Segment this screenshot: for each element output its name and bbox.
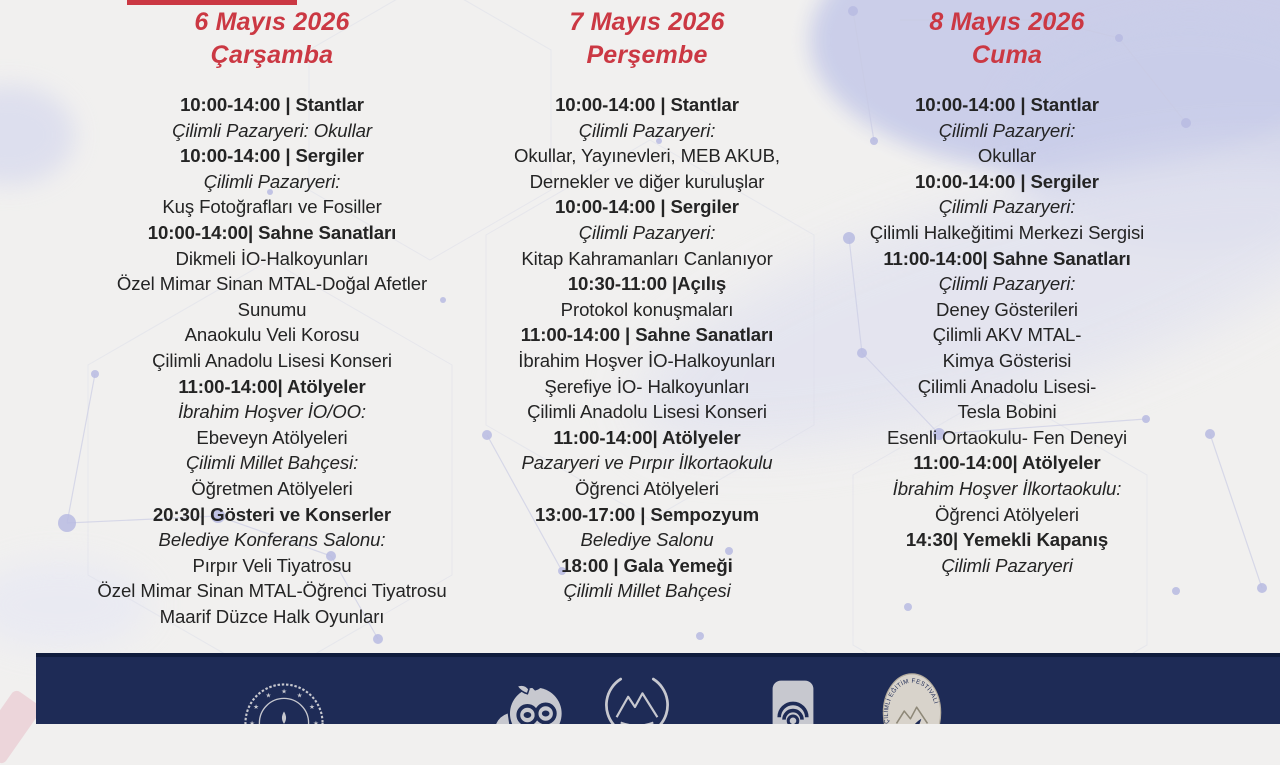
schedule-line: Özel Mimar Sinan MTAL-Öğrenci Tiyatrosu [97,580,447,602]
schedule-line: Çilimli Pazaryeri [941,554,1073,576]
schedule-list [62,92,482,629]
schedule-line: Çilimli Pazaryeri: [203,170,341,192]
schedule-line: 11:00-14:00| Atölyeler [178,375,366,397]
schedule-line: Çilimli Halkeğitimi Merkezi Sergisi [869,221,1145,243]
schedule-line: 10:30-11:00 |Açılış [567,273,727,295]
day-column-wednesday [62,6,482,629]
schedule-line: Çilimli Pazaryeri: [578,221,716,243]
svg-text:★: ★ [296,691,303,700]
schedule-line: 10:00-14:00 | Stantlar [915,94,1099,115]
schedule-list [474,92,820,604]
schedule-line: Çilimli Pazaryeri: [938,119,1076,141]
schedule-line: 10:00-14:00 | Sergiler [555,196,739,218]
schedule-line: 14:30| Yemekli Kapanış [905,529,1109,551]
schedule-line: İbrahim Hoşver İlkortaokulu: [892,477,1122,499]
meb-ministry-emblem-icon: ★★★ ★★★ ★★★ ★★★ [243,682,325,724]
svg-text:★: ★ [253,703,260,712]
schedule-line: Çilimli Anadolu Lisesi Konseri [527,401,767,423]
schedule-line: Kuş Fotoğrafları ve Fosiller [162,196,382,218]
column-header [62,6,482,72]
schedule-line: Çilimli Pazaryeri: [938,273,1076,295]
schedule-line: 20:30| Gösteri ve Konserler [152,503,392,525]
svg-text:★: ★ [281,687,287,696]
schedule-line: 11:00-14:00 | Sahne Sanatları [520,324,774,346]
schedule-line: Ebeveyn Atölyeleri [196,426,348,448]
schedule-line: Özel Mimar Sinan MTAL-Doğal Afetler [116,273,428,295]
schedule-line: Dernekler ve diğer kuruluşlar [529,170,765,192]
svg-text:★: ★ [313,719,319,728]
column-header [474,6,820,72]
svg-text:★: ★ [265,691,272,700]
schedule-line: Çilimli AKV MTAL- [932,324,1082,346]
day-column-friday [840,6,1174,578]
schedule-line: Esenli Ortaokulu- Fen Deneyi [886,426,1128,448]
schedule-line: 11:00-14:00| Sahne Sanatları [883,247,1131,269]
schedule-line: Öğrenci Atölyeleri [935,503,1079,525]
schedule-line: Belediye Konferans Salonu: [158,529,386,551]
column-date: 6 Mayıs 2026 [194,8,350,36]
day-column-thursday [474,6,820,604]
schedule-line: 10:00-14:00 | Sergiler [915,170,1099,192]
schedule-line: Çilimli Anadolu Lisesi Konseri [152,349,392,371]
schedule-line: Tesla Bobini [957,401,1057,423]
footer-logo-bar [36,653,1280,759]
schedule-line: Protokol konuşmaları [560,298,734,320]
svg-text:★: ★ [249,719,255,728]
schedule-line: Çilimli Millet Bahçesi: [185,452,359,474]
column-day: Cuma [971,41,1043,69]
schedule-line: Belediye Salonu [580,529,714,551]
schedule-line: Anaokulu Veli Korosu [184,324,360,346]
column-date: 8 Mayıs 2026 [929,8,1085,36]
schedule-line: Maarif Düzce Halk Oyunları [159,605,385,627]
schedule-line: Pazaryeri ve Pırpır İlkortaokulu [521,452,773,474]
schedule-line: Çilimli Pazaryeri: Okullar [172,119,372,141]
schedule-line: 10:00-14:00 | Stantlar [555,94,739,115]
schedule-line: Kimya Gösterisi [942,349,1072,371]
top-red-strip-decoration [127,0,297,5]
schedule-line: Okullar, Yayınevleri, MEB AKUB, [514,145,780,167]
schedule-line: Öğretmen Atölyeleri [191,477,353,499]
concentric-arcs-icon [772,677,814,724]
schedule-line: 13:00-17:00 | Sempozyum [534,503,760,525]
schedule-line: 10:00-14:00 | Stantlar [180,94,364,115]
owl-mascot-icon [494,677,570,724]
mountains-crescent-icon [603,672,671,724]
schedule-line: Çilimli Pazaryeri: [938,196,1076,218]
badge-label: ÇİLİMLİ EĞİTİM FESTİVALİ [882,677,940,725]
schedule-line: 11:00-14:00| Atölyeler [553,426,741,448]
schedule-line: Dikmeli İO-Halkoyunları [175,247,369,269]
svg-text:★: ★ [308,703,315,712]
schedule-line: Şerefiye İO- Halkoyunları [544,375,750,397]
schedule-line: Çilimli Pazaryeri: [578,119,716,141]
column-date: 7 Mayıs 2026 [569,8,725,36]
schedule-list [840,92,1174,578]
schedule-line: Okullar [977,145,1037,167]
cilimli-egitim-festivali-badge-icon [881,671,943,724]
schedule-line: Pırpır Veli Tiyatrosu [192,554,352,576]
schedule-line: 10:00-14:00 | Sergiler [180,145,364,167]
schedule-line: İbrahim Hoşver İO-Halkoyunları [518,349,776,371]
column-day: Perşembe [586,41,708,69]
schedule-line: Çilimli Anadolu Lisesi- [917,375,1097,397]
schedule-line: Öğrenci Atölyeleri [575,477,719,499]
column-header [840,6,1174,72]
schedule-line: Sunumu [237,298,307,320]
schedule-line: 11:00-14:00| Atölyeler [913,452,1101,474]
column-day: Çarşamba [210,41,334,69]
schedule-line: İbrahim Hoşver İO/OO: [177,401,366,423]
schedule-line: Deney Gösterileri [936,298,1078,320]
schedule-line: Kitap Kahramanları Canlanıyor [521,247,773,269]
schedule-line: 18:00 | Gala Yemeği [561,554,733,576]
schedule-line: Çilimli Millet Bahçesi [563,580,731,602]
schedule-line: 10:00-14:00| Sahne Sanatları [147,221,397,243]
